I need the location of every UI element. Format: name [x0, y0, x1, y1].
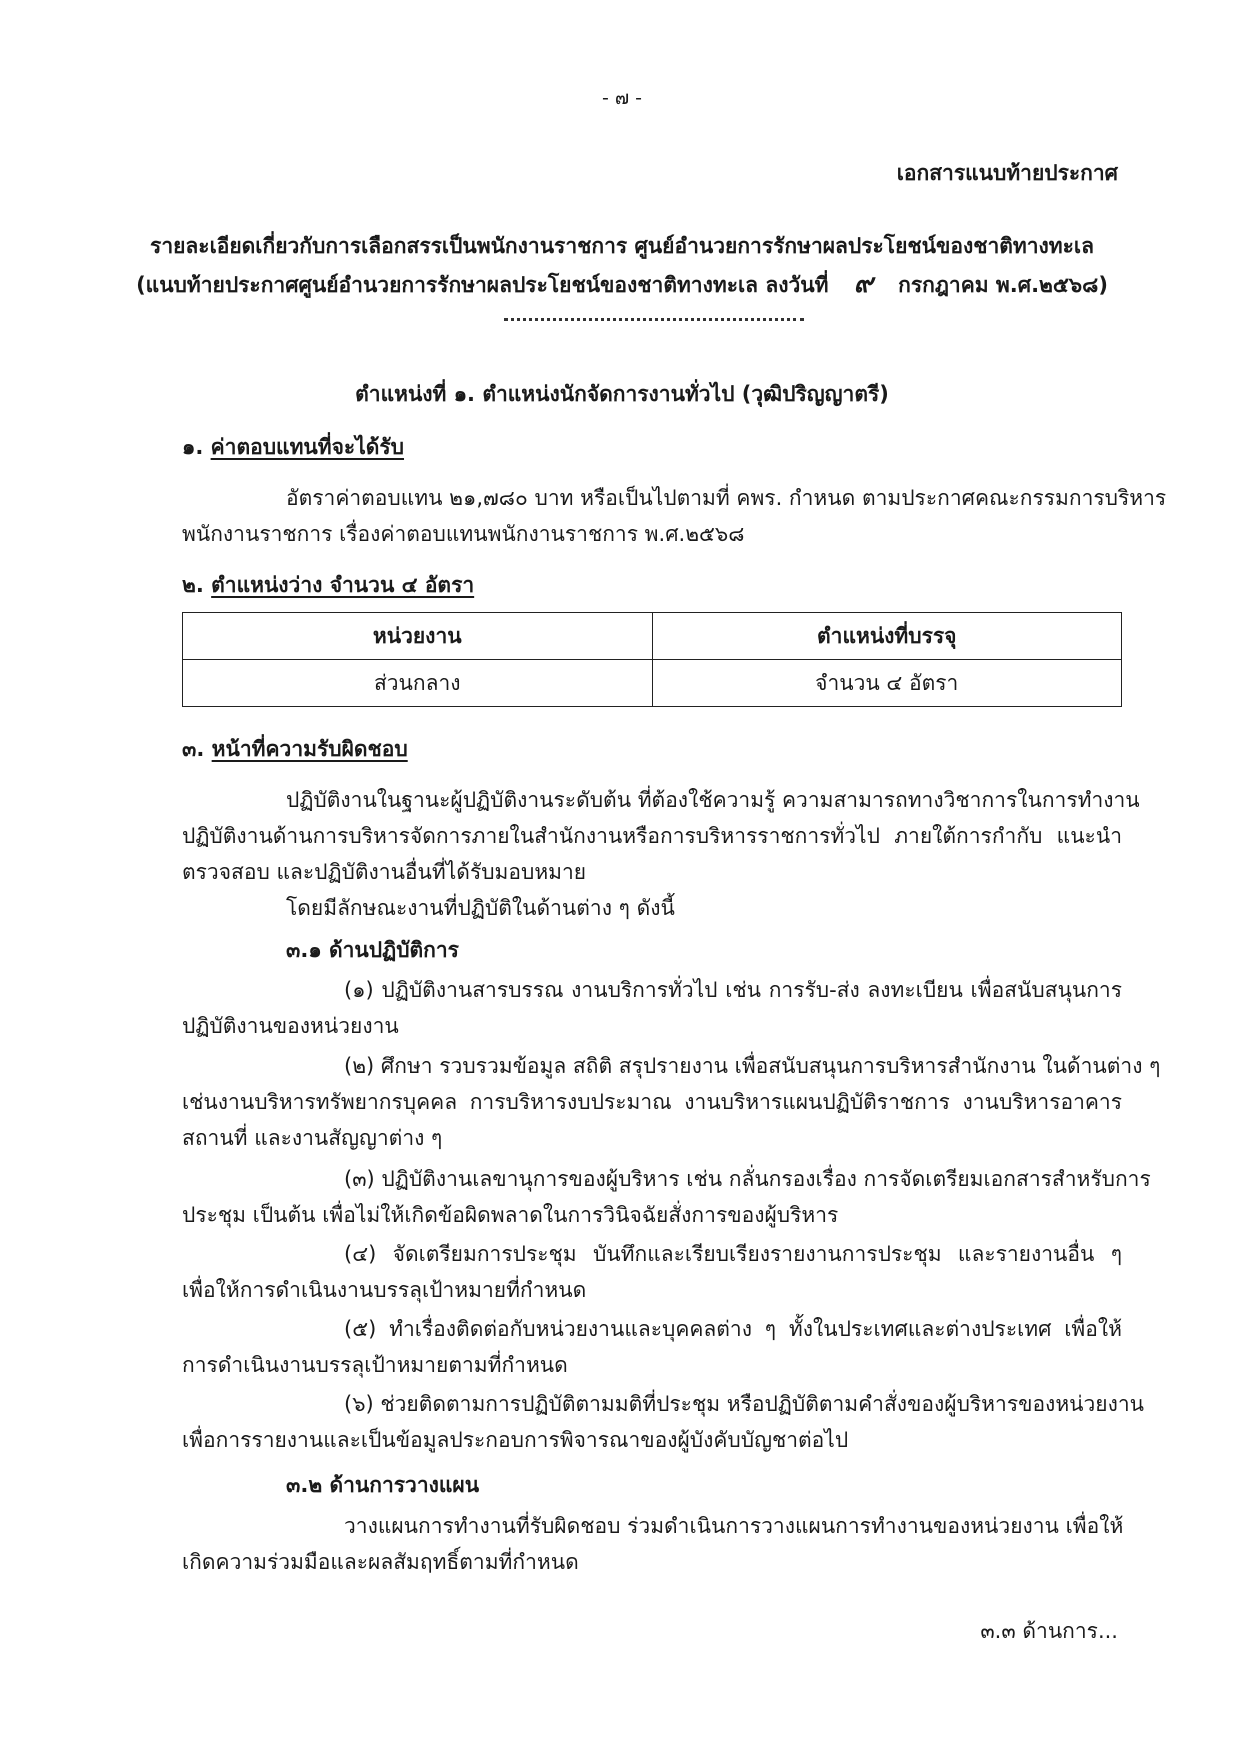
header-unit: หน่วยงาน [183, 613, 653, 660]
item2-line3: สถานที่ และงานสัญญาต่าง ๆ [182, 1126, 443, 1150]
title-suffix: กรกฎาคม พ.ศ.๒๕๖๘) [898, 273, 1108, 297]
section2-heading [182, 571, 474, 599]
handwritten-day: ๙ [853, 269, 873, 299]
table-row [183, 660, 1122, 707]
cell-position: จำนวน ๔ อัตรา [652, 660, 1122, 707]
subsection-3-2-line2: เกิดความร่วมมือและผลสัมฤทธิ์ตามที่กำหนด [182, 1550, 579, 1574]
section2-title: ตำแหน่งว่าง จำนวน ๔ อัตรา [211, 573, 475, 597]
section1-heading [182, 433, 404, 461]
section3-intro-line2: ปฏิบัติงานด้านการบริหารจัดการภายในสำนักงานหรือการบริหารราชการทั่วไป ภายใต้การกำกับ แนะนำ [182, 824, 1122, 848]
dotted-separator [504, 318, 804, 321]
item1-line2: ปฏิบัติงานของหน่วยงาน [182, 1014, 399, 1038]
section1-number: ๑. [182, 435, 204, 459]
attachment-label: เอกสารแนบท้ายประกาศ [896, 161, 1118, 185]
item2-line1: (๒) ศึกษา รวบรวมข้อมูล สถิติ สรุปรายงาน เพื่อสนับสนุนการบริหารสำนักงาน ในด้านต่าง ๆ [344, 1054, 1161, 1078]
title-prefix: (แนบท้ายประกาศศูนย์อำนวยการรักษาผลประโยชน์ของชาติทางทะเล ลงวันที่ [136, 273, 829, 297]
item5-line1: (๕) ทำเรื่องติดต่อกับหน่วยงานและบุคคลต่าง ๆ ทั้งในประเทศและต่างประเทศ เพื่อให้ [344, 1317, 1122, 1341]
item4-line1: (๔) จัดเตรียมการประชุม บันทึกและเรียบเรียงรายงานการประชุม และรายงานอื่น ๆ [344, 1242, 1122, 1266]
position-heading: ตำแหน่งที่ ๑. ตำแหน่งนักจัดการงานทั่วไป (วุฒิปริญญาตรี) [355, 382, 889, 406]
item1-line1: (๑) ปฏิบัติงานสารบรรณ งานบริการทั่วไป เช่น การรับ-ส่ง ลงทะเบียน เพื่อสนับสนุนการ [344, 978, 1122, 1002]
section3-intro-line4: โดยมีลักษณะงานที่ปฏิบัติในด้านต่าง ๆ ดังนี้ [286, 896, 675, 920]
document-title-line2 [0, 270, 1244, 299]
section3-heading [182, 735, 408, 763]
positions-table [182, 612, 1122, 707]
item3-line2: ประชุม เป็นต้น เพื่อไม่ให้เกิดข้อผิดพลาดในการวินิจฉัยสั่งการของผู้บริหาร [182, 1203, 839, 1227]
section1-title: ค่าตอบแทนที่จะได้รับ [210, 435, 405, 459]
document-title-line1: รายละเอียดเกี่ยวกับการเลือกสรรเป็นพนักงานราชการ ศูนย์อำนวยการรักษาผลประโยชน์ของชาติทางทะเล [150, 234, 1094, 258]
page-number: - ๗ - [601, 87, 643, 109]
item2-line2: เช่นงานบริหารทรัพยากรบุคคล การบริหารงบประมาณ งานบริหารแผนปฏิบัติราชการ งานบริหารอาคาร [182, 1090, 1122, 1114]
header-position: ตำแหน่งที่บรรจุ [652, 613, 1122, 660]
section3-intro-line1: ปฏิบัติงานในฐานะผู้ปฏิบัติงานระดับต้น ที่ต้องใช้ความรู้ ความสามารถทางวิชาการในการทำงาน [286, 788, 1140, 812]
item6-line1: (๖) ช่วยติดตามการปฏิบัติตามมติที่ประชุม หรือปฏิบัติตามคำสั่งของผู้บริหารของหน่วยงาน [344, 1392, 1145, 1416]
section3-number: ๓. [182, 737, 205, 761]
item4-line2: เพื่อให้การดำเนินงานบรรลุเป้าหมายที่กำหนด [182, 1278, 587, 1302]
subsection-3-2-heading: ๓.๒ ด้านการวางแผน [286, 1473, 480, 1497]
item3-line1: (๓) ปฏิบัติงานเลขานุการของผู้บริหาร เช่น กลั่นกรองเรื่อง การจัดเตรียมเอกสารสำหรับการ [344, 1167, 1151, 1191]
subsection-3-1-heading: ๓.๑ ด้านปฏิบัติการ [286, 938, 459, 962]
cell-unit: ส่วนกลาง [183, 660, 653, 707]
table-header-row [183, 613, 1122, 660]
subsection-3-2-line1: วางแผนการทำงานที่รับผิดชอบ ร่วมดำเนินการวางแผนการทำงานของหน่วยงาน เพื่อให้ [344, 1514, 1124, 1538]
section3-title: หน้าที่ความรับผิดชอบ [211, 737, 408, 761]
section1-line2: พนักงานราชการ เรื่องค่าตอบแทนพนักงานราชการ พ.ศ.๒๕๖๘ [182, 522, 745, 546]
section3-intro-line3: ตรวจสอบ และปฏิบัติงานอื่นที่ได้รับมอบหมาย [182, 860, 587, 884]
continuation-note: ๓.๓ ด้านการ... [980, 1619, 1118, 1643]
section1-line1: อัตราค่าตอบแทน ๒๑,๗๘๐ บาท หรือเป็นไปตามที่ คพร. กำหนด ตามประกาศคณะกรรมการบริหาร [286, 486, 1167, 510]
item6-line2: เพื่อการรายงานและเป็นข้อมูลประกอบการพิจารณาของผู้บังคับบัญชาต่อไป [182, 1428, 849, 1452]
section2-number: ๒. [182, 573, 204, 597]
item5-line2: การดำเนินงานบรรลุเป้าหมายตามที่กำหนด [182, 1353, 568, 1377]
